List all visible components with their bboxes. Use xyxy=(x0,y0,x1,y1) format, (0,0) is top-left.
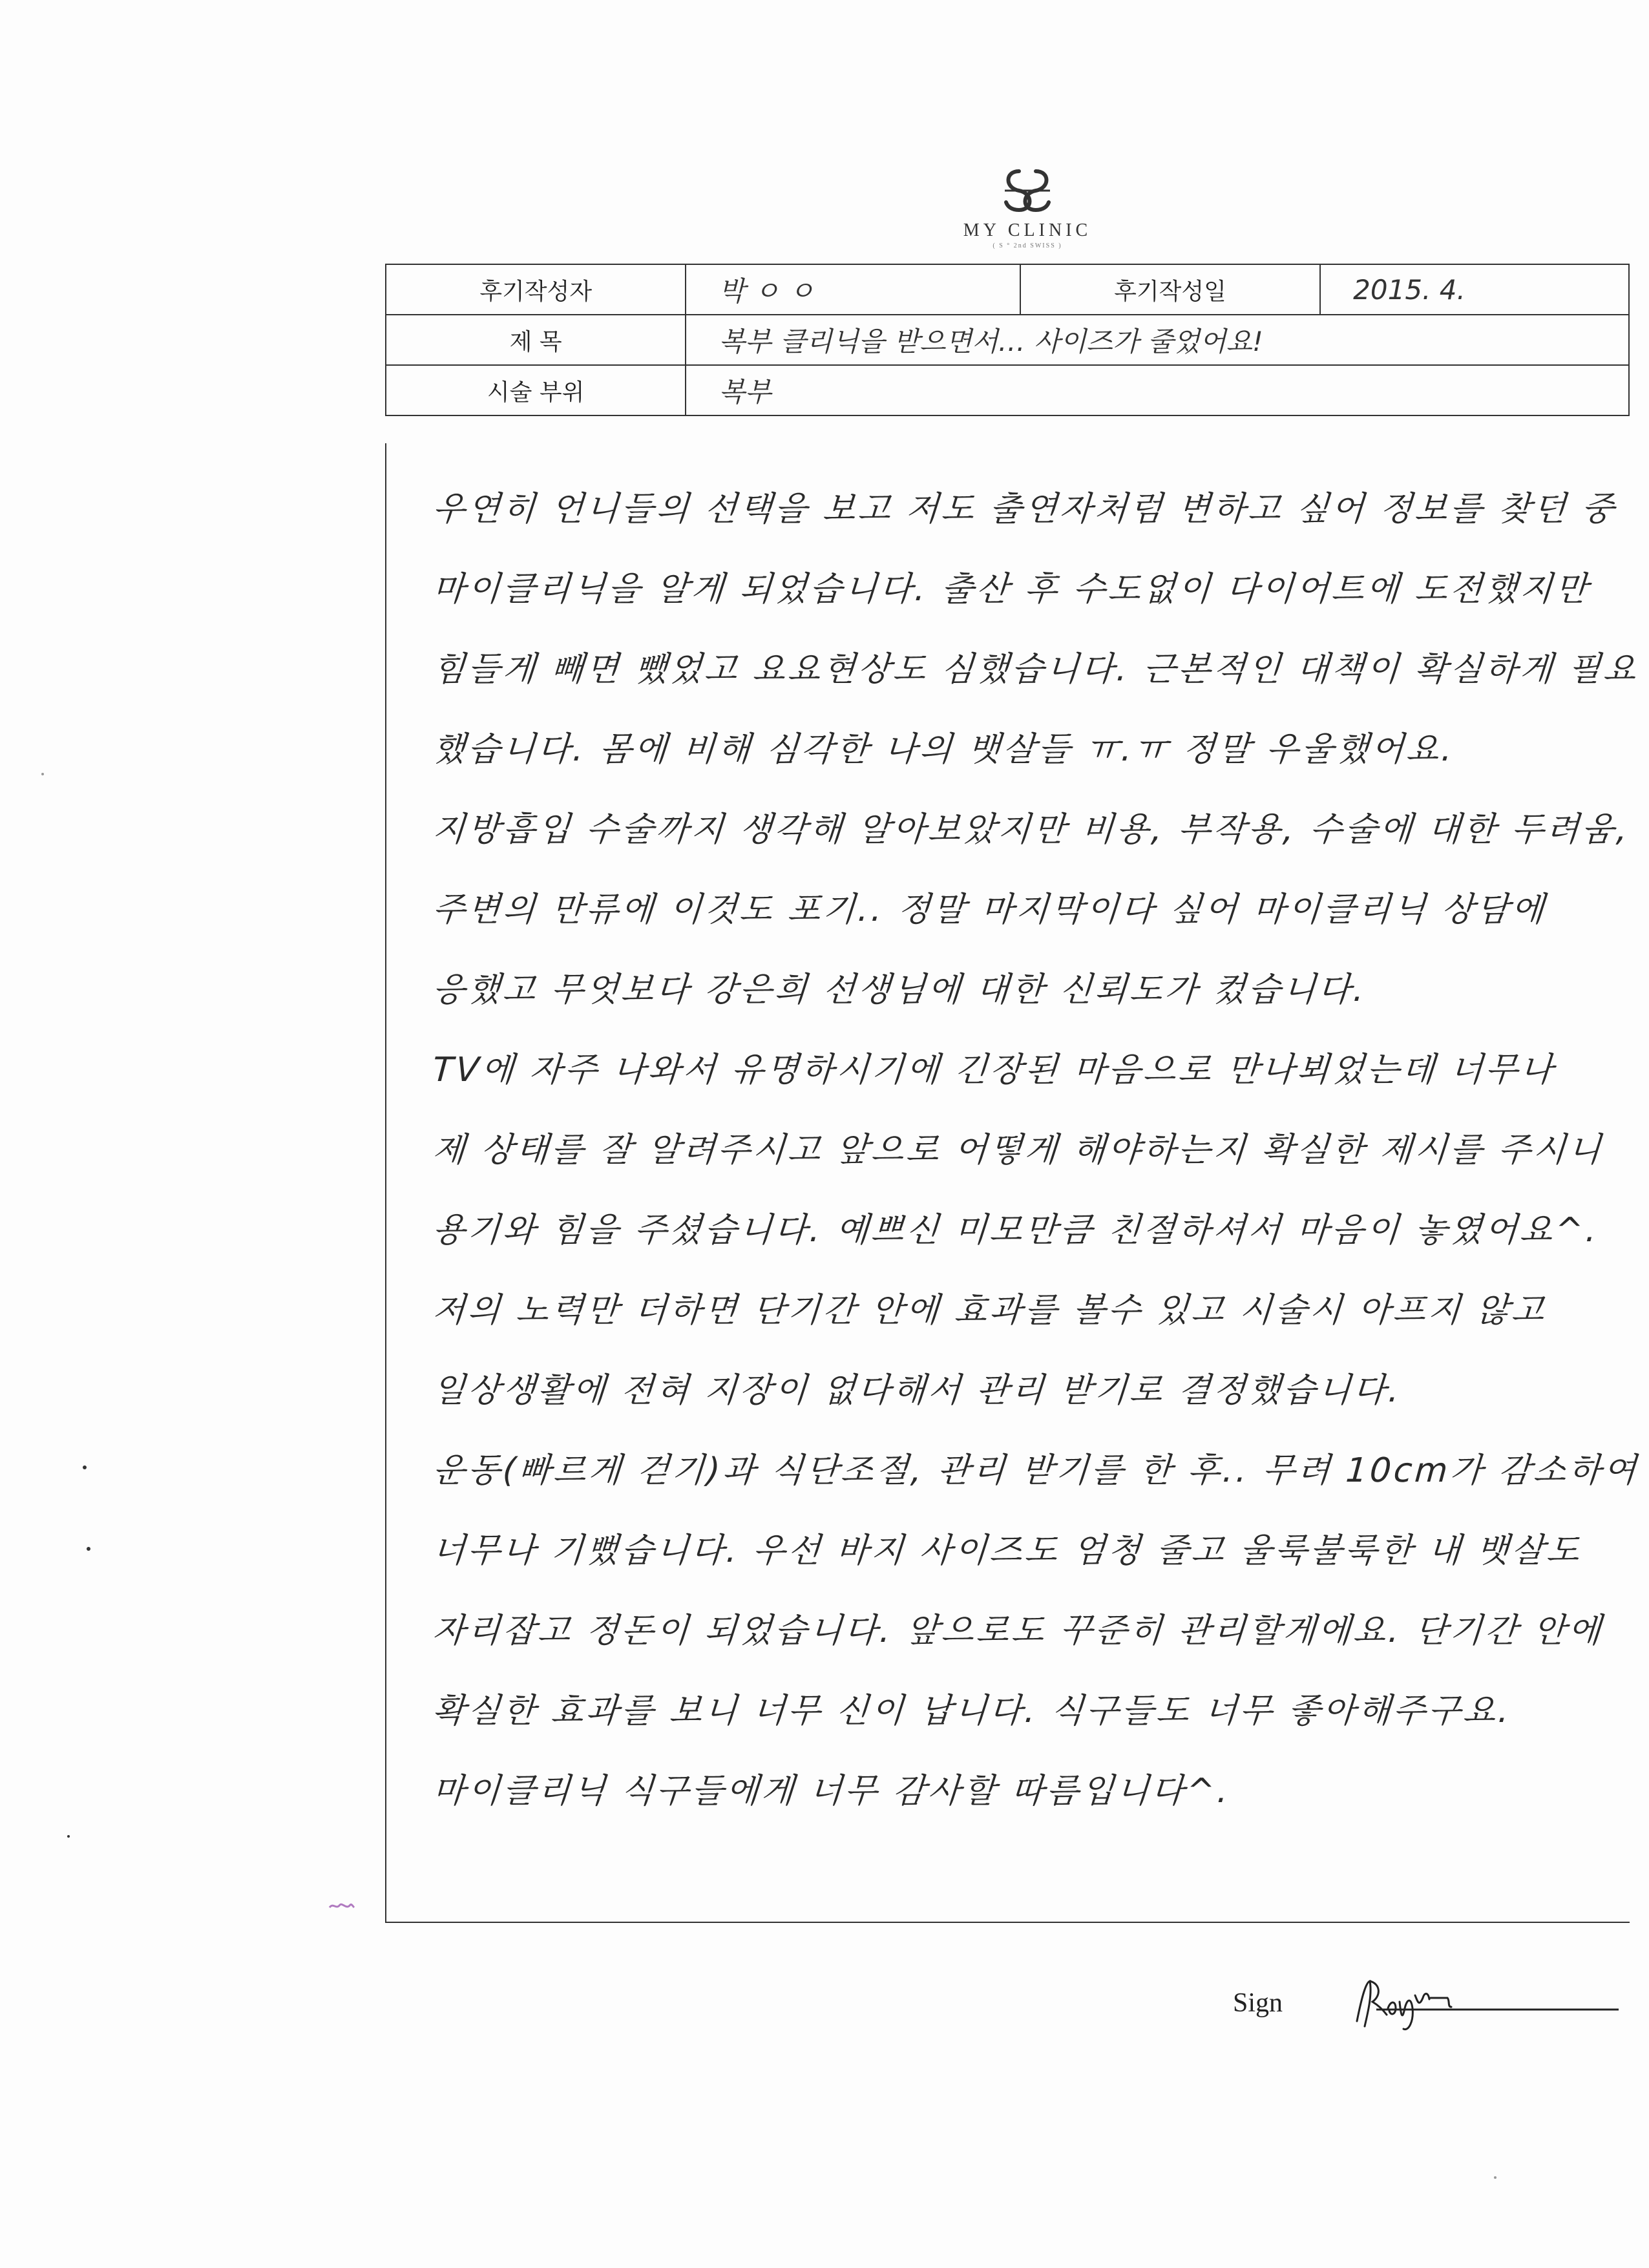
speckle-dot xyxy=(67,1835,70,1838)
speckle-dot xyxy=(41,773,44,775)
header-row-title xyxy=(386,315,1629,365)
review-body-line: 응했고 무엇보다 강은희 선생님에 대한 신뢰도가 컸습니다. xyxy=(431,971,1368,1009)
review-body-line: 지방흡입 수술까지 생각해 알아보았지만 비용, 부작용, 수술에 대한 두려움, xyxy=(431,810,1632,849)
clinic-subtitle: ( S ° 2nd SWISS ) xyxy=(993,242,1062,249)
date-value: 2015. 4. xyxy=(1320,264,1629,315)
header-row-author xyxy=(386,264,1629,315)
review-header-table xyxy=(385,264,1630,416)
review-body-line: 마이클리닉을 알게 되었습니다. 출산 후 수도없이 다이어트에 도전했지만 xyxy=(431,570,1591,609)
review-body-line: 했습니다. 몸에 비해 심각한 나의 뱃살들 ㅠ.ㅠ 정말 우울했어요. xyxy=(431,730,1456,769)
review-body-line: 우연히 언니들의 선택을 보고 저도 출연자처럼 변하고 싶어 정보를 찾던 중 xyxy=(431,490,1618,529)
review-body-line: 제 상태를 잘 알려주시고 앞으로 어떻게 해야하는지 확실한 제시를 주시니 xyxy=(431,1131,1605,1170)
review-body-line: 너무나 기뻤습니다. 우선 바지 사이즈도 엄청 줄고 울룩불룩한 내 뱃살도 xyxy=(431,1531,1583,1570)
title-label: 제 목 xyxy=(386,315,686,365)
review-body-line: 힘들게 빼면 뺐었고 요요현상도 심했습니다. 근본적인 대책이 확실하게 필요 xyxy=(431,650,1640,689)
review-body-text xyxy=(431,483,1641,1845)
review-body-line: 주변의 만류에 이것도 포기.. 정말 마지막이다 싶어 마이클리닉 상담에 xyxy=(431,890,1548,929)
review-body-line: 확실한 효과를 보니 너무 신이 납니다. 식구들도 너무 좋아해주구요. xyxy=(431,1692,1513,1730)
speckle-dot xyxy=(83,1465,87,1469)
clinic-name: MY CLINIC xyxy=(963,220,1092,240)
sign-label: Sign xyxy=(1233,1988,1283,2018)
date-label: 후기작성일 xyxy=(1020,264,1320,315)
area-value: 복부 xyxy=(686,365,1629,415)
area-label: 시술 부위 xyxy=(386,365,686,415)
header-row-area xyxy=(386,365,1629,415)
handwritten-signature-icon xyxy=(1350,1969,1622,2034)
author-value: 박 ㅇ ㅇ xyxy=(686,264,1020,315)
ink-smudge-icon xyxy=(327,1900,355,1913)
author-label: 후기작성자 xyxy=(386,264,686,315)
clinic-logo-mark-icon xyxy=(992,165,1063,216)
review-body-line: 자리잡고 정돈이 되었습니다. 앞으로도 꾸준히 관리할게에요. 단기간 안에 xyxy=(431,1612,1605,1650)
review-body-line: 운동(빠르게 걷기)과 식단조절, 관리 받기를 한 후.. 무려 10cm가 감소하여 xyxy=(431,1451,1641,1490)
review-body-box xyxy=(385,443,1641,1923)
title-value: 복부 클리닉을 받으면서… 사이즈가 줄었어요! xyxy=(686,315,1629,365)
review-body-line: TV에 자주 나와서 유명하시기에 긴장된 마음으로 만나뵈었는데 너무나 xyxy=(431,1051,1557,1089)
review-body-line: 일상생활에 전혀 지장이 없다해서 관리 받기로 결정했습니다. xyxy=(431,1371,1403,1410)
review-body-line: 마이클리닉 식구들에게 너무 감사할 따름입니다^. xyxy=(431,1772,1232,1811)
review-body-line: 저의 노력만 더하면 단기간 안에 효과를 볼수 있고 시술시 아프지 않고 xyxy=(431,1291,1548,1330)
review-body-line: 용기와 힘을 주셨습니다. 예쁘신 미모만큼 친절하셔서 마음이 놓였어요^. xyxy=(431,1211,1601,1250)
speckle-dot xyxy=(87,1547,90,1551)
speckle-dot xyxy=(1494,2176,1497,2179)
clinic-logo xyxy=(930,165,1124,249)
